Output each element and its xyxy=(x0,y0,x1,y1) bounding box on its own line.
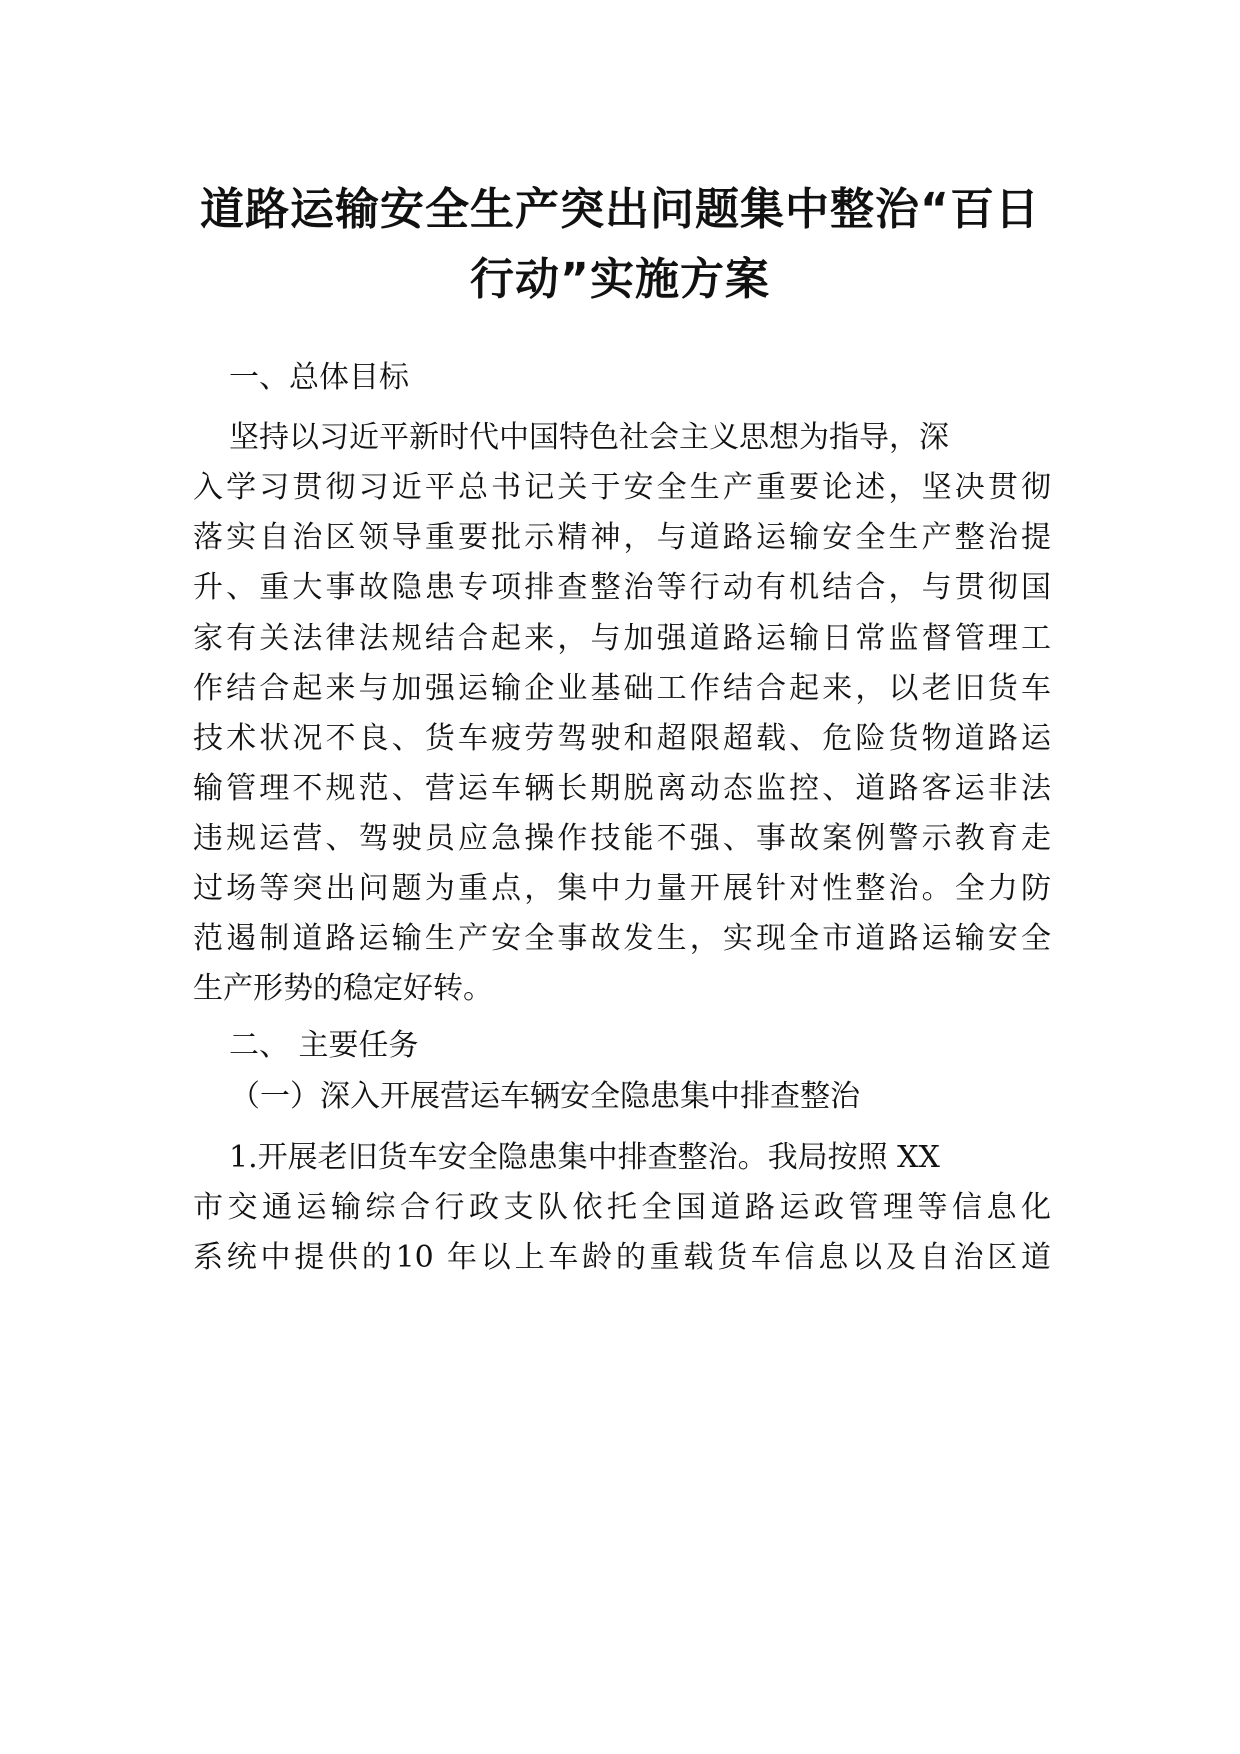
paragraph-line: 1.开展老旧货车安全隐患集中排查整治。我局按照 XX xyxy=(229,1140,940,1175)
paragraph-line: 升、重大事故隐患专项排查整治等行动有机结合，与贯彻国 xyxy=(193,570,1051,605)
paragraph-line: 生产形势的稳定好转。 xyxy=(193,971,493,1006)
title-line-1: 道路运输安全生产突出问题集中整治“百日 xyxy=(200,184,1040,235)
title-line-2: 行动”实施方案 xyxy=(470,254,770,305)
paragraph-line: 技术状况不良、货车疲劳驾驶和超限超载、危险货物道路运 xyxy=(193,721,1051,756)
paragraph-line: 入学习贯彻习近平总书记关于安全生产重要论述，坚决贯彻 xyxy=(193,470,1051,505)
paragraph-line: 范遏制道路运输生产安全事故发生，实现全市道路运输安全 xyxy=(193,921,1051,956)
paragraph-line: 家有关法律法规结合起来，与加强道路运输日常监督管理工 xyxy=(193,621,1051,656)
section-heading-main-tasks: 二、 主要任务 xyxy=(229,1028,419,1063)
subsection-heading: （一）深入开展营运车辆安全隐患集中排查整治 xyxy=(230,1079,860,1114)
document-title xyxy=(150,175,1090,315)
paragraph-line: 作结合起来与加强运输企业基础工作结合起来，以老旧货车 xyxy=(193,671,1051,706)
paragraph-line: 过场等突出问题为重点，集中力量开展针对性整治。全力防 xyxy=(193,871,1051,906)
paragraph-line: 市交通运输综合行政支队依托全国道路运政管理等信息化 xyxy=(193,1190,1051,1225)
paragraph-line: 系统中提供的10 年以上车龄的重载货车信息以及自治区道 xyxy=(193,1240,1051,1275)
paragraph-line: 违规运营、驾驶员应急操作技能不强、事故案例警示教育走 xyxy=(193,821,1051,856)
paragraph-line: 坚持以习近平新时代中国特色社会主义思想为指导，深 xyxy=(229,420,949,455)
paragraph-line: 落实自治区领导重要批示精神，与道路运输安全生产整治提 xyxy=(193,520,1051,555)
paragraph-line: 输管理不规范、营运车辆长期脱离动态监控、道路客运非法 xyxy=(193,771,1051,806)
section-heading-overall-goal: 一、总体目标 xyxy=(229,360,409,395)
